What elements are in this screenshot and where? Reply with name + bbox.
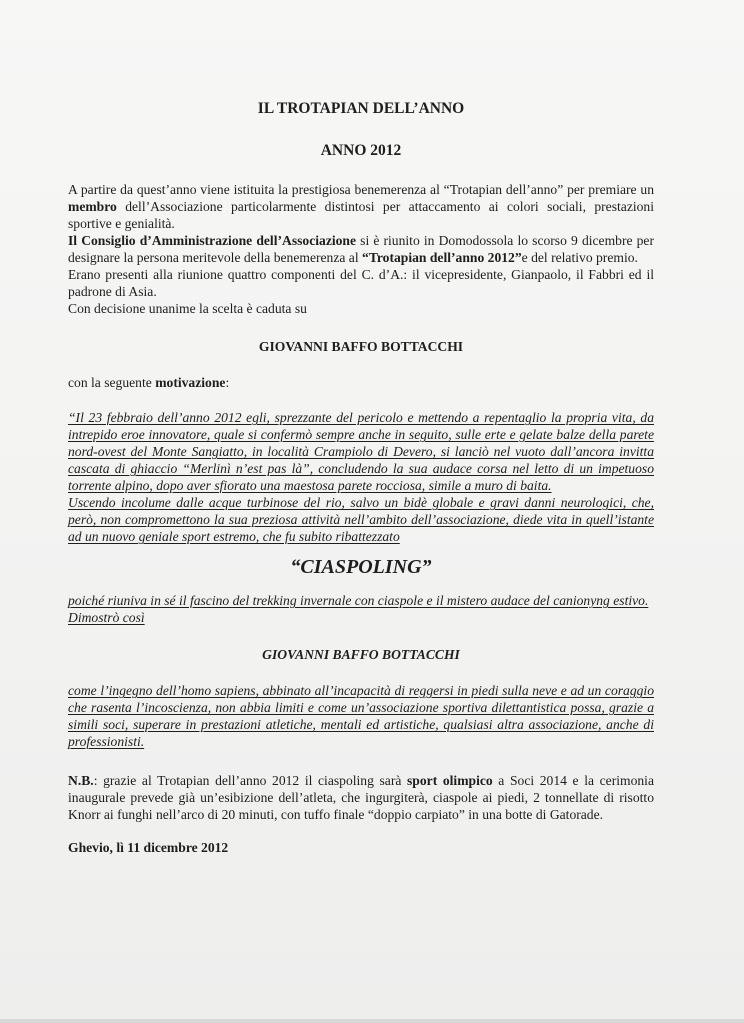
- nb-text: : grazie al Trotapian dell’anno 2012 il ciaspoling sarà: [93, 773, 408, 788]
- intro-paragraph-3: Erano presenti alla riunione quattro componenti del C. d’A.: il vicepresidente, Gianpaolo, il Fabbri ed il padrone di Asia.: [68, 267, 654, 299]
- sport-name: “CIASPOLING”: [290, 556, 432, 578]
- intro-text: e del relativo premio.: [521, 250, 638, 265]
- intro-text: A partire da quest’anno viene istituita la prestigiosa benemerenza al “Trotapian dell’anno” per premiare un: [68, 182, 654, 197]
- winner-name-italic: GIOVANNI BAFFO BOTTACCHI: [262, 647, 460, 662]
- motivation-bold: motivazione: [155, 375, 226, 390]
- nb-text: a Soci 2014 e la cerimonia inaugurale prevede già un’esibizione dell’atleta, che ingurgiterà, ciaspole ai piedi, 2 tonnellate di risotto Knorr ai funghi nell’arco di 20 minuti, con tuffo finale “doppio carpiato” in una botte di Gatorade.: [68, 773, 654, 822]
- winner-name: GIOVANNI BAFFO BOTTACCHI: [258, 339, 464, 354]
- motivation-lead-text: con la seguente: [68, 375, 156, 390]
- intro-text: dell’Associazione particolarmente distintosi per attaccamento ai colori sociali, prestazioni sportive e genialità.: [68, 199, 654, 231]
- council-name: Il Consiglio d’Amministrazione dell’Associazione: [68, 233, 357, 248]
- motivation-quote-1: “Il 23 febbraio dell’anno 2012 egli, sprezzante del pericolo e mettendo a repentaglio la propria vita, da intrepido eroe innovatore, quale si confermò sempre anche in seguito, sulle erte e gelate balze della parete nord-ovest del Monte Sangiatto, in località Crampiolo di Devero, si lanciò nel vuoto dall’ancora invitta cascata di ghiaccio “Merlinì n’est pas là”, concludendo la sua audace corsa nel letto di un impetuoso torrente alpino, dopo aver sfiorato una maestosa parete rocciosa, simile a muro di baita.: [68, 410, 654, 493]
- motivation-lead: [68, 374, 654, 391]
- award-name: “Trotapian dell’anno 2012”: [362, 250, 522, 265]
- intro-paragraph-4: Con decisione unanime la scelta è caduta su: [68, 301, 307, 316]
- sport-demonstrated-text: Dimostrò così: [68, 610, 145, 625]
- intro-paragraph-2: [68, 232, 654, 266]
- motivation-quote-2: Uscendo incolume dalle acque turbinose del rio, salvo un bidè globale e gravi danni neurologici, che, però, non compromettono la sua preziosa attività nell’ambito dell’associazione, diede vita in quell’istante ad un nuovo geniale sport estremo, che fu subito ribattezzato: [68, 495, 654, 544]
- document-title: IL TROTAPIAN DELL’ANNO: [257, 100, 465, 117]
- motivation-colon: :: [225, 375, 230, 390]
- document-year: ANNO 2012: [320, 142, 402, 159]
- intro-text: si è riunito in Domodossola lo scorso 9 dicembre per designare la persona meritevole della benemerenza al: [68, 233, 654, 265]
- sport-demonstrated: [68, 609, 654, 626]
- intro-bold-membro: membro: [68, 199, 117, 214]
- sport-description: poiché riuniva in sé il fascino del trekking invernale con ciaspole e il mistero audace del canionyng estivo.: [68, 593, 649, 608]
- nb-bold: sport olimpico: [407, 773, 493, 788]
- signature-line: Ghevio, lì 11 dicembre 2012: [68, 840, 229, 855]
- intro-paragraph-1: [68, 181, 654, 232]
- nb-paragraph: [68, 772, 654, 823]
- nb-label: N.B.: [68, 773, 94, 788]
- closing-quote: come l’ingegno dell’homo sapiens, abbinato all’incapacità di reggersi in piedi sulla neve e ad un coraggio che rasenta l’incoscienza, non abbia limiti e come un’associazione sportiva dilettantistica possa, grazie a simili soci, superare in prestazioni atletiche, mentali ed artistiche, qualsiasi altra associazione, anche di professionisti.: [68, 683, 654, 749]
